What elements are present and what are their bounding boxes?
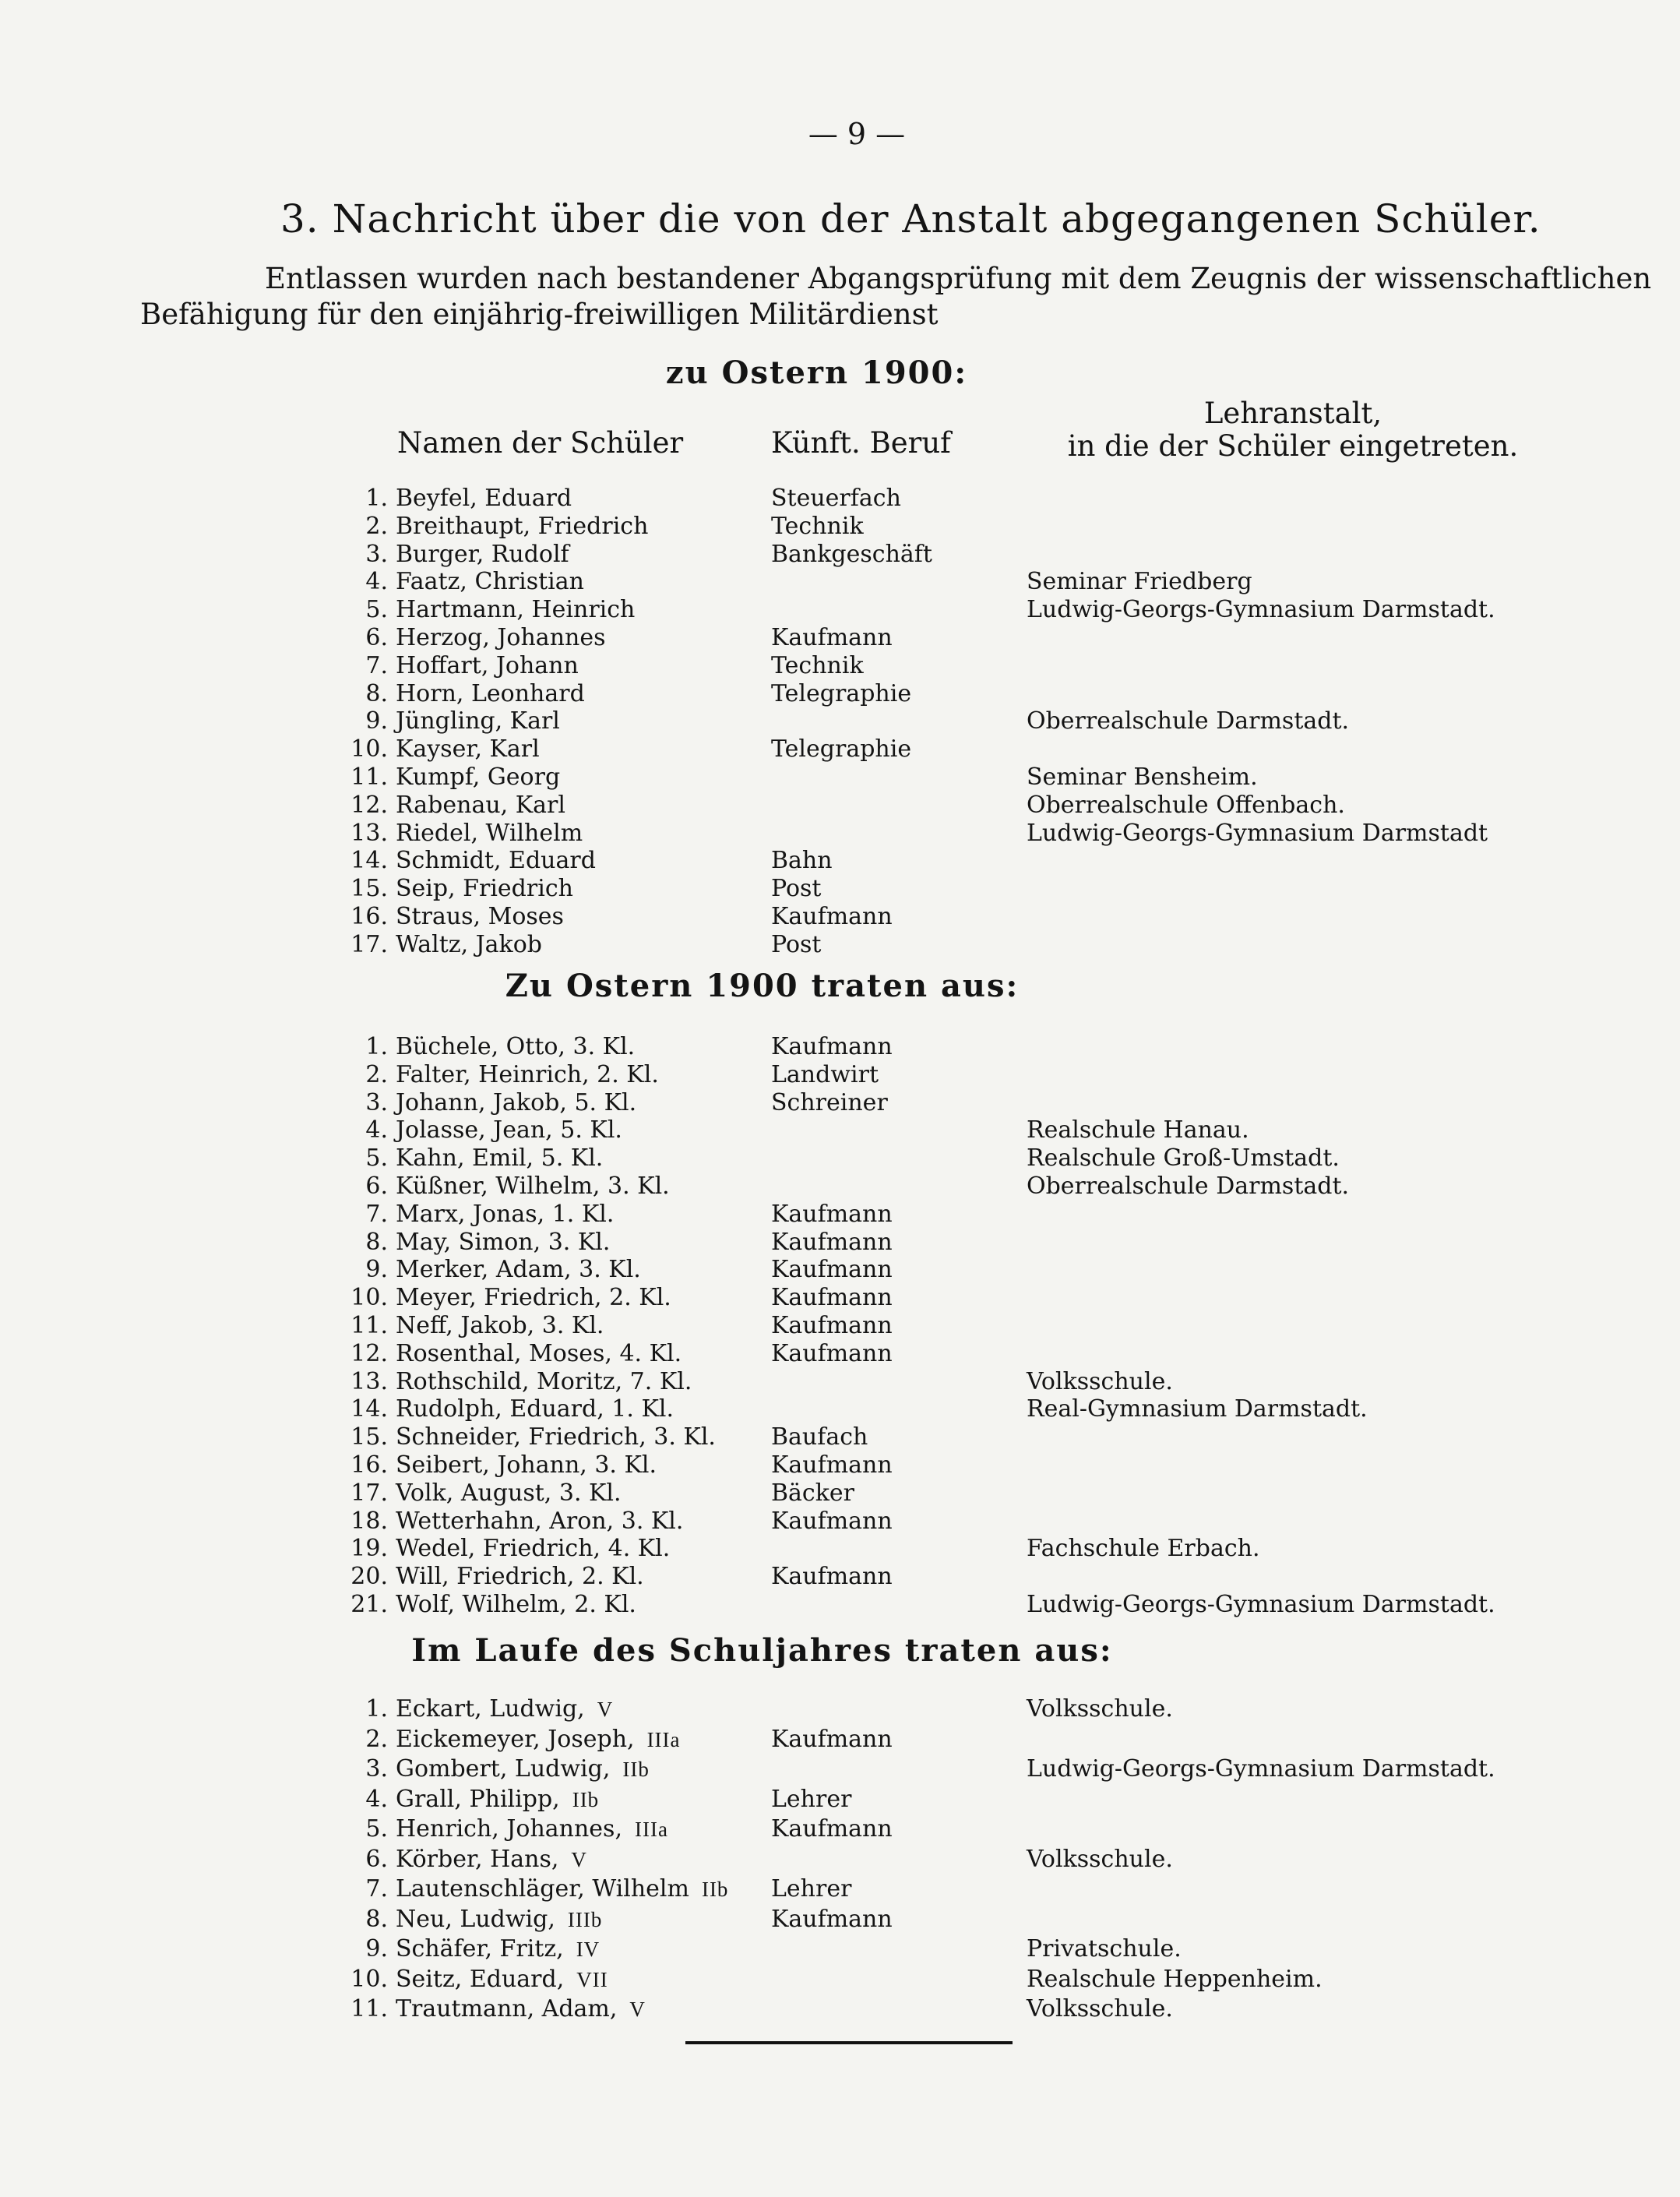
heading-ostern-1900: zu Ostern 1900:	[665, 354, 968, 391]
item-number: 5.	[365, 1815, 388, 1843]
student-name: Breithaupt, Friedrich	[396, 512, 649, 540]
student-name	[396, 1995, 646, 2022]
future-profession: Kaufmann	[771, 1228, 893, 1256]
student-name-text: Grall, Philipp,	[396, 1785, 560, 1813]
future-profession: Schreiner	[771, 1088, 888, 1116]
item-number: 9.	[365, 1256, 388, 1284]
list-item	[0, 706, 1680, 734]
future-profession: Telegraphie	[771, 735, 912, 763]
student-name	[396, 1786, 599, 1813]
future-profession: Lehrer	[771, 1785, 852, 1813]
item-number: 5.	[365, 596, 388, 624]
item-number: 19.	[350, 1535, 388, 1563]
item-number: 6.	[365, 1845, 388, 1873]
list-item	[0, 1227, 1680, 1255]
list-item	[0, 1994, 1680, 2024]
student-name-text: Trautmann, Adam,	[396, 1995, 618, 2022]
item-number: 13.	[350, 1367, 388, 1395]
list-item	[0, 1561, 1680, 1589]
institution: Volksschule.	[1027, 1367, 1173, 1395]
list-item	[0, 651, 1680, 679]
list-item	[0, 901, 1680, 929]
list-item	[0, 1724, 1680, 1754]
item-number: 12.	[350, 791, 388, 819]
item-number: 2.	[365, 1725, 388, 1753]
item-number: 10.	[350, 735, 388, 763]
institution: Ludwig-Georgs-Gymnasium Darmstadt.	[1027, 1755, 1495, 1783]
item-number: 14.	[350, 1395, 388, 1423]
list-item	[0, 566, 1680, 594]
student-name	[396, 1726, 681, 1753]
student-name	[396, 1755, 650, 1783]
student-name: Herzog, Johannes	[396, 623, 606, 651]
item-number: 9.	[365, 1935, 388, 1962]
institution: Oberrealschule Darmstadt.	[1027, 707, 1350, 735]
institution: Ludwig-Georgs-Gymnasium Darmstadt	[1027, 819, 1488, 847]
item-number: 4.	[365, 1116, 388, 1144]
student-name: May, Simon, 3. Kl.	[396, 1228, 611, 1256]
item-number: 15.	[350, 1423, 388, 1451]
student-name: Hartmann, Heinrich	[396, 596, 636, 624]
student-name: Horn, Leonhard	[396, 679, 585, 707]
future-profession: Kaufmann	[771, 1815, 893, 1843]
institution: Oberrealschule Offenbach.	[1027, 791, 1345, 819]
institution: Seminar Bensheim.	[1027, 763, 1258, 791]
class-level: IIb	[572, 1787, 600, 1811]
list-item	[0, 818, 1680, 846]
student-name: Riedel, Wilhelm	[396, 819, 583, 847]
list-item	[0, 1844, 1680, 1874]
student-name	[396, 1966, 608, 1993]
student-name-text: Henrich, Johannes,	[396, 1815, 622, 1843]
class-level: V	[571, 1847, 587, 1871]
list-item	[0, 1874, 1680, 1904]
item-number: 8.	[365, 679, 388, 707]
item-number: 6.	[365, 1172, 388, 1200]
student-name: Schmidt, Eduard	[396, 847, 596, 875]
item-number: 15.	[350, 875, 388, 903]
intro-paragraph	[140, 261, 1652, 333]
future-profession: Kaufmann	[771, 1507, 893, 1535]
item-number: 20.	[350, 1563, 388, 1591]
future-profession: Bäcker	[771, 1479, 855, 1507]
student-name-text: Seitz, Eduard,	[396, 1965, 565, 1993]
list-item	[0, 790, 1680, 818]
student-name-text: Körber, Hans,	[396, 1845, 559, 1873]
page-number: — 9 —	[808, 117, 906, 151]
item-number: 3.	[365, 1755, 388, 1783]
student-name: Kumpf, Georg	[396, 763, 561, 791]
item-number: 7.	[365, 1200, 388, 1228]
list-item	[0, 1904, 1680, 1934]
student-name: Rabenau, Karl	[396, 791, 565, 819]
future-profession: Kaufmann	[771, 623, 893, 651]
list-item	[0, 1060, 1680, 1088]
future-profession: Kaufmann	[771, 1200, 893, 1228]
list-item	[0, 1533, 1680, 1561]
class-level: V	[629, 1998, 646, 2021]
item-number: 1.	[365, 485, 388, 512]
list-item	[0, 1478, 1680, 1506]
item-number: 9.	[365, 707, 388, 735]
list-item	[0, 1031, 1680, 1060]
list-item	[0, 483, 1680, 511]
future-profession: Kaufmann	[771, 1311, 893, 1339]
student-name: Büchele, Otto, 3. Kl.	[396, 1033, 636, 1060]
student-name	[396, 1846, 587, 1873]
column-header-institution	[1044, 397, 1542, 463]
future-profession: Telegraphie	[771, 679, 912, 707]
institution: Realschule Hanau.	[1027, 1116, 1249, 1144]
list-item	[0, 1394, 1680, 1422]
intro-line-1: Entlassen wurden nach bestandener Abgangsprüfung mit dem Zeugnis der wissenschaftlichen	[265, 262, 1652, 295]
heading-left-during-year: Im Laufe des Schuljahres traten aus:	[411, 1632, 1113, 1669]
student-name: Straus, Moses	[396, 902, 564, 930]
item-number: 10.	[350, 1284, 388, 1312]
student-name: Schneider, Friedrich, 3. Kl.	[396, 1423, 716, 1451]
item-number: 3.	[365, 1088, 388, 1116]
item-number: 11.	[350, 1311, 388, 1339]
institution: Fachschule Erbach.	[1027, 1535, 1260, 1563]
institution: Ludwig-Georgs-Gymnasium Darmstadt.	[1027, 1590, 1495, 1618]
student-name: Wedel, Friedrich, 4. Kl.	[396, 1535, 671, 1563]
student-name-text: Schäfer, Fritz,	[396, 1935, 564, 1962]
item-number: 11.	[350, 763, 388, 791]
class-level: IIb	[701, 1878, 729, 1901]
class-level: IIIb	[567, 1907, 603, 1931]
list-item	[0, 1450, 1680, 1478]
future-profession: Baufach	[771, 1423, 868, 1451]
column-header-institution-line-2: in die der Schüler eingetreten.	[1067, 429, 1519, 463]
list-item	[0, 1143, 1680, 1171]
section-title: 3. Nachricht über die von der Anstalt abgegangenen Schüler.	[280, 196, 1541, 242]
student-name: Kahn, Emil, 5. Kl.	[396, 1144, 604, 1173]
future-profession: Kaufmann	[771, 1905, 893, 1933]
list-item	[0, 1694, 1680, 1724]
future-profession: Kaufmann	[771, 1033, 893, 1060]
list-item	[0, 873, 1680, 901]
student-name: Rothschild, Moritz, 7. Kl.	[396, 1367, 692, 1395]
item-number: 11.	[350, 1995, 388, 2022]
student-name	[396, 1875, 728, 1903]
item-number: 10.	[350, 1965, 388, 1993]
institution: Real-Gymnasium Darmstadt.	[1027, 1395, 1368, 1423]
item-number: 2.	[365, 512, 388, 540]
future-profession: Kaufmann	[771, 1256, 893, 1284]
heading-left-ostern-1900: Zu Ostern 1900 traten aus:	[505, 968, 1020, 1004]
student-name: Will, Friedrich, 2. Kl.	[396, 1563, 644, 1591]
student-name: Faatz, Christian	[396, 568, 584, 596]
student-name: Seibert, Johann, 3. Kl.	[396, 1451, 657, 1479]
student-name: Falter, Heinrich, 2. Kl.	[396, 1060, 659, 1088]
student-name: Volk, August, 3. Kl.	[396, 1479, 622, 1507]
item-number: 14.	[350, 847, 388, 875]
item-number: 1.	[365, 1033, 388, 1060]
item-number: 13.	[350, 819, 388, 847]
item-number: 17.	[350, 930, 388, 958]
institution: Realschule Groß-Umstadt.	[1027, 1144, 1340, 1173]
item-number: 7.	[365, 1875, 388, 1903]
class-level: IIIa	[635, 1818, 668, 1841]
student-name: Wetterhahn, Aron, 3. Kl.	[396, 1507, 684, 1535]
class-level: V	[597, 1698, 614, 1721]
item-number: 4.	[365, 568, 388, 596]
list-item	[0, 679, 1680, 707]
item-number: 4.	[365, 1785, 388, 1813]
future-profession: Bankgeschäft	[771, 540, 932, 568]
student-name-text: Lautenschläger, Wilhelm	[396, 1875, 689, 1903]
intro-line-2: Befähigung für den einjährig-freiwilligen Militärdienst	[140, 298, 939, 331]
item-number: 21.	[350, 1590, 388, 1618]
list-item	[0, 1199, 1680, 1227]
student-name: Beyfel, Eduard	[396, 485, 572, 512]
institution: Seminar Friedberg	[1027, 568, 1252, 596]
class-level: VII	[576, 1967, 608, 1991]
student-name: Seip, Friedrich	[396, 875, 573, 903]
column-header-names: Namen der Schüler	[397, 426, 684, 460]
institution: Oberrealschule Darmstadt.	[1027, 1172, 1350, 1200]
student-name: Johann, Jakob, 5. Kl.	[396, 1088, 637, 1116]
item-number: 5.	[365, 1144, 388, 1173]
class-level: IIb	[622, 1758, 650, 1781]
student-name: Jüngling, Karl	[396, 707, 560, 735]
list-item	[0, 1282, 1680, 1310]
student-name: Rosenthal, Moses, 4. Kl.	[396, 1339, 682, 1367]
student-name: Rudolph, Eduard, 1. Kl.	[396, 1395, 674, 1423]
list-item	[0, 929, 1680, 957]
closing-rule	[685, 2041, 1013, 2044]
future-profession: Kaufmann	[771, 1451, 893, 1479]
student-name-text: Eickemeyer, Joseph,	[396, 1725, 635, 1753]
left-during-year-list	[0, 1694, 1680, 2024]
graduates-list	[0, 483, 1680, 957]
future-profession: Post	[771, 930, 822, 958]
list-item	[0, 511, 1680, 539]
item-number: 16.	[350, 1451, 388, 1479]
list-item	[0, 762, 1680, 790]
list-item	[0, 1784, 1680, 1814]
left-at-easter-list	[0, 1031, 1680, 1617]
item-number: 8.	[365, 1228, 388, 1256]
item-number: 12.	[350, 1339, 388, 1367]
student-name: Küßner, Wilhelm, 3. Kl.	[396, 1172, 670, 1200]
student-name: Marx, Jonas, 1. Kl.	[396, 1200, 615, 1228]
list-item	[0, 1254, 1680, 1282]
item-number: 3.	[365, 540, 388, 568]
future-profession: Kaufmann	[771, 902, 893, 930]
institution: Volksschule.	[1027, 1695, 1173, 1723]
future-profession: Landwirt	[771, 1060, 879, 1088]
institution: Privatschule.	[1027, 1935, 1182, 1962]
list-item	[0, 1814, 1680, 1844]
item-number: 1.	[365, 1695, 388, 1723]
class-level: IIIa	[646, 1727, 681, 1751]
item-number: 16.	[350, 902, 388, 930]
institution: Ludwig-Georgs-Gymnasium Darmstadt.	[1027, 596, 1495, 624]
future-profession: Bahn	[771, 847, 833, 875]
future-profession: Kaufmann	[771, 1284, 893, 1312]
list-item	[0, 1088, 1680, 1116]
item-number: 6.	[365, 623, 388, 651]
list-item	[0, 1754, 1680, 1784]
item-number: 8.	[365, 1905, 388, 1933]
institution: Realschule Heppenheim.	[1027, 1965, 1323, 1993]
student-name: Jolasse, Jean, 5. Kl.	[396, 1116, 622, 1144]
list-item	[0, 1310, 1680, 1338]
student-name	[396, 1695, 613, 1723]
student-name: Wolf, Wilhelm, 2. Kl.	[396, 1590, 636, 1618]
list-item	[0, 845, 1680, 873]
list-item	[0, 1367, 1680, 1395]
future-profession: Technik	[771, 512, 864, 540]
list-item	[0, 1422, 1680, 1450]
list-item	[0, 539, 1680, 567]
student-name: Hoffart, Johann	[396, 651, 579, 679]
institution: Volksschule.	[1027, 1995, 1173, 2022]
student-name	[396, 1906, 602, 1933]
item-number: 2.	[365, 1060, 388, 1088]
list-item	[0, 734, 1680, 762]
list-item	[0, 1964, 1680, 1994]
list-item	[0, 1115, 1680, 1143]
institution: Volksschule.	[1027, 1845, 1173, 1873]
item-number: 17.	[350, 1479, 388, 1507]
list-item	[0, 622, 1680, 651]
class-level: IV	[576, 1938, 601, 1961]
student-name: Merker, Adam, 3. Kl.	[396, 1256, 641, 1284]
student-name	[396, 1815, 668, 1843]
student-name-text: Gombert, Ludwig,	[396, 1755, 611, 1783]
list-item	[0, 594, 1680, 622]
list-item	[0, 1171, 1680, 1199]
column-header-institution-line-1: Lehranstalt,	[1203, 397, 1382, 430]
list-item	[0, 1934, 1680, 1964]
future-profession: Technik	[771, 651, 864, 679]
future-profession: Lehrer	[771, 1875, 852, 1903]
student-name-text: Neu, Ludwig,	[396, 1905, 555, 1933]
future-profession: Kaufmann	[771, 1725, 893, 1753]
student-name: Burger, Rudolf	[396, 540, 569, 568]
student-name-text: Eckart, Ludwig,	[396, 1695, 585, 1723]
student-name: Waltz, Jakob	[396, 930, 542, 958]
item-number: 7.	[365, 651, 388, 679]
future-profession: Post	[771, 875, 822, 903]
student-name: Neff, Jakob, 3. Kl.	[396, 1311, 604, 1339]
future-profession: Kaufmann	[771, 1563, 893, 1591]
future-profession: Steuerfach	[771, 485, 901, 512]
student-name: Kayser, Karl	[396, 735, 540, 763]
list-item	[0, 1338, 1680, 1367]
future-profession: Kaufmann	[771, 1339, 893, 1367]
list-item	[0, 1506, 1680, 1534]
student-name	[396, 1935, 600, 1962]
list-item	[0, 1589, 1680, 1617]
student-name: Meyer, Friedrich, 2. Kl.	[396, 1284, 671, 1312]
column-header-profession: Künft. Beruf	[771, 426, 951, 460]
item-number: 18.	[350, 1507, 388, 1535]
